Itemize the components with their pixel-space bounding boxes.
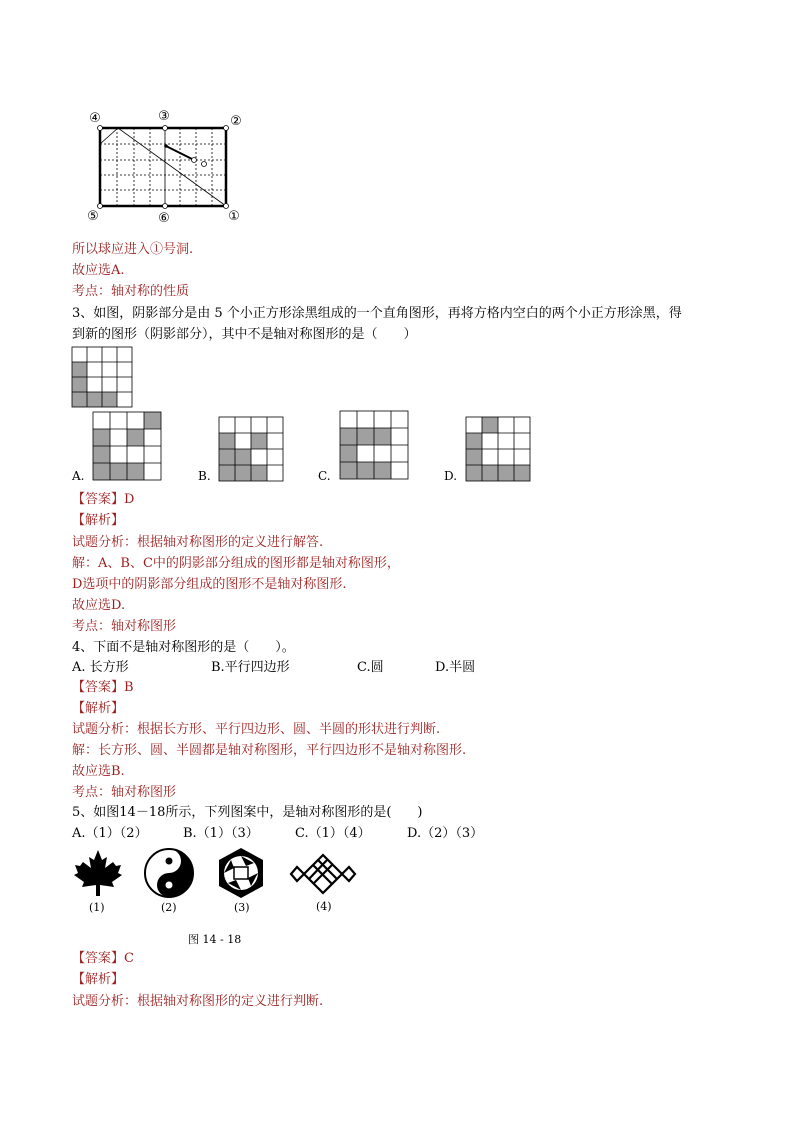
answer-line: 故应选A. [72,263,125,278]
q5-analysis-heading: 【解析】 [72,972,125,987]
q3-analysis-heading: 【解析】 [72,513,125,528]
q3-conclusion: 故应选D. [72,598,126,613]
q3-solution-2: D选项中的阴影部分组成的图形不是轴对称图形. [72,577,347,592]
q3-option-b-grid [218,416,286,484]
knowledge-point: 考点：轴对称的性质 [72,284,190,299]
q5-answer: 【答案】C [72,951,134,966]
billiard-table-figure [84,108,246,226]
hole-label-4: ④ [89,111,101,126]
q4-option-d: D.半圆 [435,660,476,675]
hole-label-5: ⑤ [87,209,99,224]
q3-option-d-label: D. [444,469,458,483]
q4-analysis: 试题分析：根据长方形、平行四边形、圆、半圆的形状进行判断. [72,722,441,737]
q3-option-c-grid [339,410,411,482]
q4-analysis-heading: 【解析】 [72,701,125,716]
q4-option-a: A. 长方形 [72,660,129,675]
q5-option-c: C.（1）（4） [295,826,371,841]
q5-option-a: A.（1）（2） [72,826,148,841]
hole-label-1: ① [228,209,240,224]
conclusion-line: 所以球应进入①号洞. [72,242,194,257]
q3-original-grid [71,346,133,408]
q3-analysis: 试题分析：根据轴对称图形的定义进行解答. [72,535,324,550]
q5-fig-label-1: (1) [89,901,105,914]
q4-knowledge-point: 考点：轴对称图形 [72,785,177,800]
q3-option-a-grid [92,411,164,483]
q3-knowledge-point: 考点：轴对称图形 [72,619,177,634]
q3-option-b-label: B. [198,469,211,483]
q4-answer: 【答案】B [72,680,134,695]
q4-option-c: C.圆 [357,660,384,675]
question-4-text: 4、下面不是轴对称图形的是（ ）。 [72,640,295,655]
q3-option-c-label: C. [318,469,331,483]
hole-label-6: ⑥ [158,211,170,226]
q3-option-a-label: A. [72,469,85,483]
q3-solution-1: 解：A、B、C中的阴影部分组成的图形都是轴对称图形， [72,556,400,571]
q4-option-b: B.平行四边形 [211,660,290,675]
q4-solution: 解：长方形、圆、半圆都是轴对称图形，平行四边形不是轴对称图形. [72,743,467,758]
q5-option-b: B.（1）（3） [183,826,259,841]
q5-fig-label-3: (3) [234,901,250,914]
q3-option-d-grid [465,416,533,484]
hole-label-3: ③ [158,109,170,124]
yin-yang-icon [143,847,195,899]
maple-leaf-icon [72,848,124,898]
question-3-text: 3、如图，阴影部分是由 5 个小正方形涂黑组成的一个直角图形，再将方格内空白的两个小正方形涂黑，得 [72,306,682,321]
q5-analysis: 试题分析：根据轴对称图形的定义进行判断. [72,994,324,1009]
hole-label-2: ② [230,114,242,129]
question-5-text: 5、如图14－18所示，下列图案中，是轴对称图形的是( ) [72,805,423,820]
q5-fig-label-2: (2) [161,901,177,914]
q5-fig-label-4: (4) [316,900,332,913]
q5-option-d: D.（2）（3） [407,826,484,841]
q5-figure-caption: 图 14 - 18 [188,933,242,946]
shutter-pattern-icon [214,847,268,899]
question-3-text-cont: 到新的图形（阴影部分），其中不是轴对称图形的是（ ） [72,327,417,342]
q4-conclusion: 故应选B. [72,764,125,779]
chinese-knot-icon [289,852,357,896]
q3-answer: 【答案】D [72,492,135,507]
